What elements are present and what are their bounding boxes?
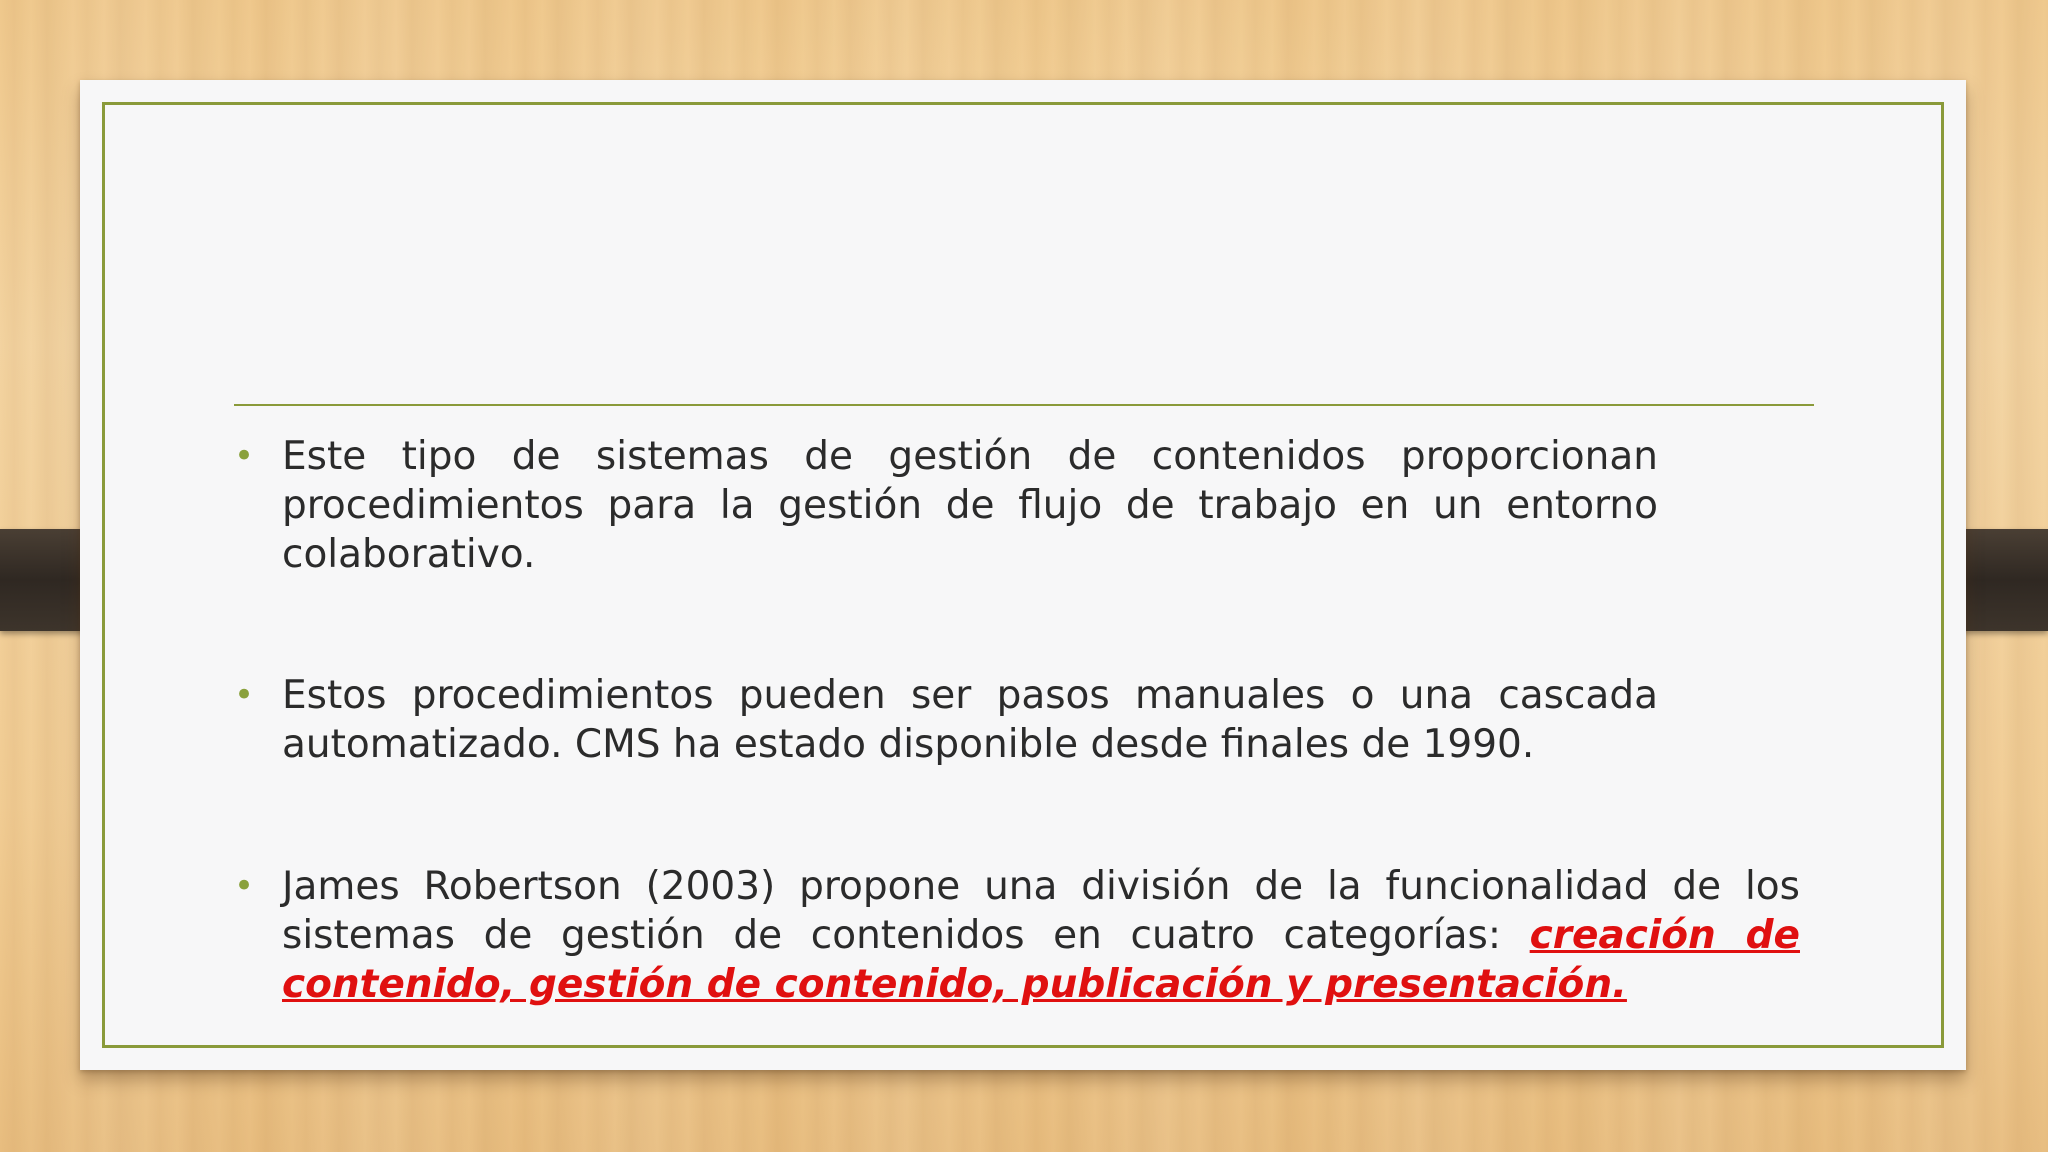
bullet-item-2 [234,671,1814,769]
bullet-dot-icon: • [234,436,255,476]
bullet-text-3-plain: James Robertson (2003) propone una división de la funcionalidad de los sistemas de gestión de contenidos en cuatro categorías: [282,864,1800,958]
bullet-item-3 [234,862,1814,1009]
slide-paper [80,80,1966,1070]
bullet-dot-icon: • [234,866,255,906]
bullet-item-1 [234,432,1814,579]
bullet-text-1: Este tipo de sistemas de gestión de contenidos proporcionan procedimientos para la gestión de flujo de trabajo en un entorno colaborativo. [282,434,1658,577]
bullet-text-2: Estos procedimientos pueden ser pasos manuales o una cascada automatizado. CMS ha estado disponible desde finales de 1990. [282,673,1658,767]
bullet-dot-icon: • [234,675,255,715]
bullet-text-3 [282,862,1800,1009]
highlighted-categories: creación de contenido, gestión de contenido, publicación y presentación. [282,913,1800,1007]
title-divider [234,404,1814,406]
